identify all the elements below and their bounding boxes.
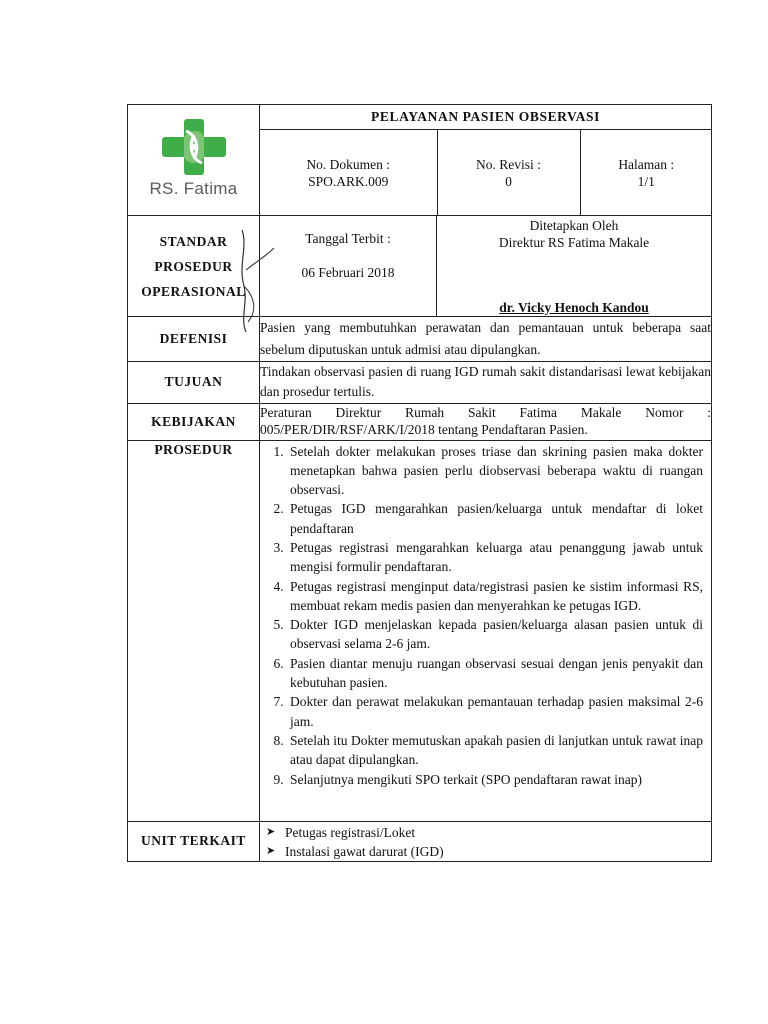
purpose-label: TUJUAN <box>128 361 260 403</box>
procedure-step: 4. Petugas registrasi menginput data/registrasi pasien ke sistim informasi RS, membuat rekam medis pasien dan menyerahkan ke petugas IGD. <box>287 577 703 616</box>
director-name: dr. Vicky Henoch Kandou <box>499 299 649 315</box>
unit-item-label: Petugas registrasi/Loket <box>285 824 416 840</box>
revision-cell <box>437 130 580 215</box>
procedure-step: 7. Dokter dan perawat melakukan pemantauan terhadap pasien maksimal 2-6 jam. <box>287 692 703 731</box>
procedure-step: 5. Dokter IGD menjelaskan kepada pasien/keluarga alasan pasien untuk di observasi selama 2-6 jam. <box>287 615 703 654</box>
doc-number-value: SPO.ARK.009 <box>308 174 389 189</box>
spo-label-line1: STANDAR <box>159 233 228 249</box>
doc-number-cell <box>260 130 437 215</box>
revision-value: 0 <box>505 174 512 189</box>
approved-label: Ditetapkan Oleh <box>529 217 619 233</box>
procedure-step: 2. Petugas IGD mengarahkan pasien/keluarga untuk mendaftar di loket pendaftaran <box>287 499 703 538</box>
procedure-step: 1. Setelah dokter melakukan proses triase dan skrining pasien maka dokter menetapkan bahwa pasien perlu diobservasi beberapa waktu di ruangan observasi. <box>287 442 703 500</box>
procedure-step: 3. Petugas registrasi mengarahkan keluarga atau penanggung jawab untuk mengisi formulir pendaftaran. <box>287 538 703 577</box>
procedure-step: 6. Pasien diantar menuju ruangan observasi sesuai dengan jenis penyakit dan kebutuhan pasien. <box>287 654 703 693</box>
unit-item-label: Instalasi gawat darurat (IGD) <box>285 843 444 859</box>
unit-item <box>266 823 711 842</box>
issued-date: 06 Februari 2018 <box>301 264 395 280</box>
spo-document-table <box>127 104 712 862</box>
spo-label-line2: PROSEDUR <box>154 258 233 274</box>
spo-label-line3: OPERASIONAL <box>141 283 246 299</box>
units-label: UNIT TERKAIT <box>128 821 260 861</box>
doc-number-label: No. Dokumen : <box>306 157 391 172</box>
arrow-bullet-icon: ➤ <box>266 825 276 838</box>
header-right <box>260 105 712 216</box>
definition-text: Pasien yang membutuhkan perawatan dan pemantauan untuk beberapa saat sebelum diputuskan untuk admisi atau dipulangkan. <box>260 316 712 361</box>
spo-label-cell <box>128 215 260 316</box>
issued-label: Tanggal Terbit : <box>305 230 391 246</box>
approval-cell <box>437 215 712 316</box>
page-cell <box>580 130 712 215</box>
policy-text: Peraturan Direktur Rumah Sakit Fatima Makale Nomor : 005/PER/DIR/RSF/ARK/I/2018 tentang Pendaftaran Pasien. <box>260 403 712 440</box>
document-title: PELAYANAN PASIEN OBSERVASI <box>371 109 600 124</box>
issued-cell <box>260 215 437 316</box>
approved-by: Direktur RS Fatima Makale <box>498 234 650 250</box>
procedure-step: 8. Setelah itu Dokter memutuskan apakah pasien di lanjutkan untuk rawat inap atau dapat dipulangkan. <box>287 731 703 770</box>
procedure-label: PROSEDUR <box>128 440 260 821</box>
logo-text: RS. Fatima <box>149 179 238 198</box>
page-value: 1/1 <box>637 174 655 189</box>
units-cell <box>260 821 712 861</box>
policy-label: KEBIJAKAN <box>128 403 260 440</box>
purpose-text: Tindakan observasi pasien di ruang IGD rumah sakit distandarisasi lewat kebijakan dan prosedur tertulis. <box>260 361 712 403</box>
hospital-cross-logo-icon <box>156 117 232 177</box>
page-label: Halaman : <box>618 157 675 172</box>
procedure-steps-list <box>260 442 711 789</box>
procedure-steps-cell <box>260 440 712 821</box>
unit-item <box>266 842 711 861</box>
procedure-step: 9. Selanjutnya mengikuti SPO terkait (SPO pendaftaran rawat inap) <box>287 770 703 789</box>
logo-cell <box>128 105 260 216</box>
revision-label: No. Revisi : <box>476 157 541 172</box>
arrow-bullet-icon: ➤ <box>266 844 276 857</box>
definition-label: DEFENISI <box>128 316 260 361</box>
units-list <box>260 823 711 861</box>
